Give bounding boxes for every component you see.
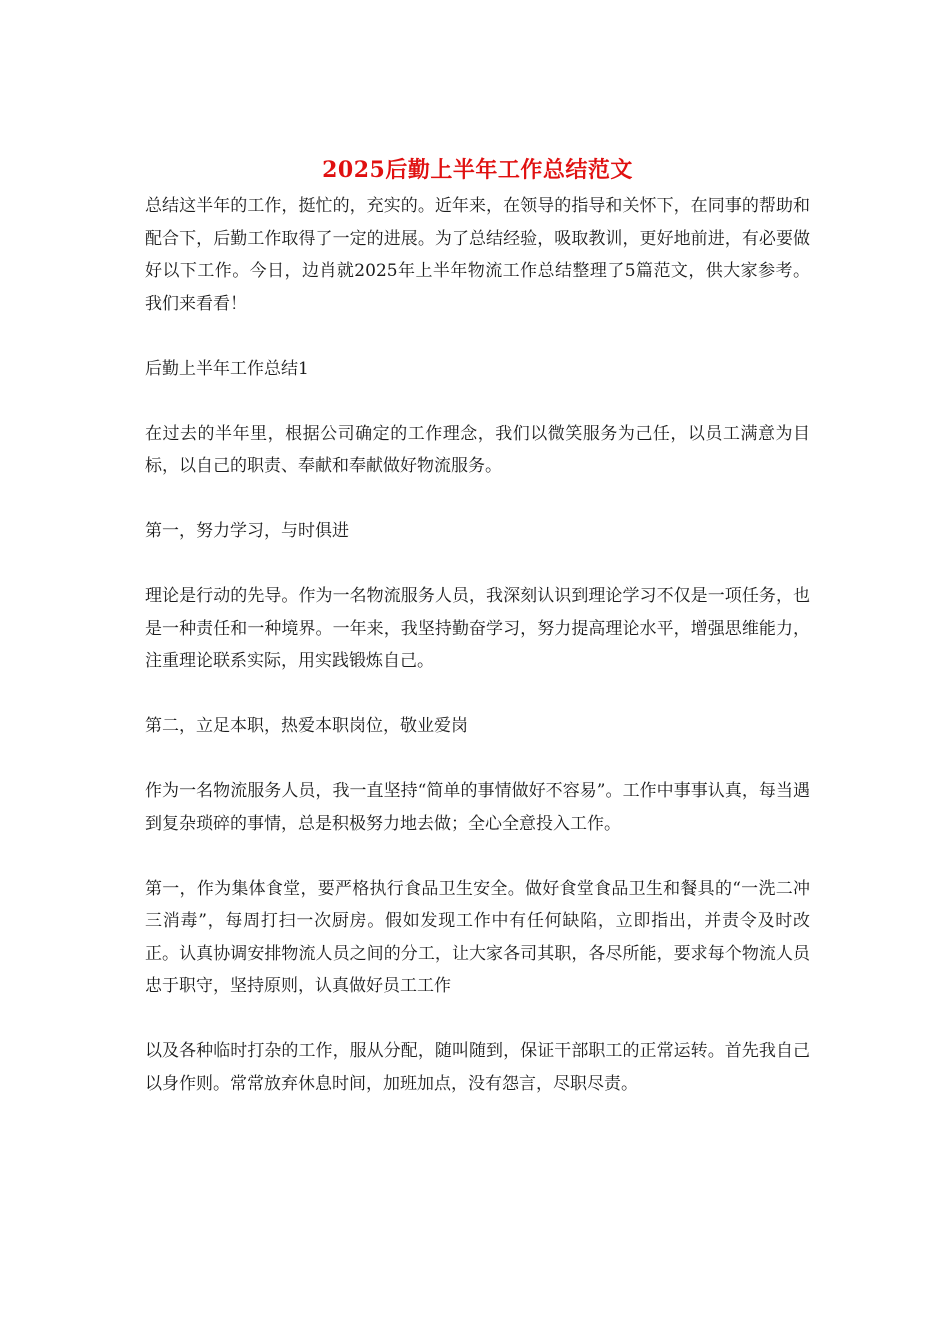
body-paragraph: 以及各种临时打杂的工作，服从分配，随叫随到，保证干部职工的正常运转。首先我自己以身作则。常常放弃休息时间，加班加点，没有怨言，尽职尽责。 — [145, 1041, 810, 1094]
body-paragraph: 第一，作为集体食堂，要严格执行食品卫生安全。做好食堂食品卫生和餐具的“一洗二冲三消毒”，每周打扫一次厨房。假如发现工作中有任何缺陷，立即指出，并责令及时改正。认真协调安排物流人员之间的分工，让大家各司其职，各尽所能，要求每个物流人员忠于职守，坚持原则，认真做好员工工作 — [145, 878, 810, 996]
document-title: 2025后勤上半年工作总结范文 — [322, 157, 633, 183]
body-paragraph: 作为一名物流服务人员，我一直坚持“简单的事情做好不容易”。工作中事事认真，每当遇到复杂琐碎的事情，总是积极努力地去做；全心全意投入工作。 — [145, 781, 810, 834]
section-heading: 后勤上半年工作总结1 — [145, 358, 309, 379]
body-paragraph: 理论是行动的先导。作为一名物流服务人员，我深刻认识到理论学习不仅是一项任务，也是一种责任和一种境界。一年来，我坚持勤奋学习，努力提高理论水平，增强思维能力，注重理论联系实际，用实践锻炼自己。 — [145, 586, 810, 671]
document-page — [145, 150, 810, 1100]
subheading: 第一，努力学习，与时俱进 — [145, 521, 349, 541]
subheading: 第二，立足本职，热爱本职岗位，敬业爱岗 — [145, 716, 468, 736]
intro-paragraph: 总结这半年的工作，挺忙的，充实的。近年来，在领导的指导和关怀下，在同事的帮助和配合下，后勤工作取得了一定的进展。为了总结经验，吸取教训，更好地前进，有必要做好以下工作。今日，边肖就2025年上半年物流工作总结整理了5篇范文，供大家参考。我们来看看！ — [145, 196, 810, 314]
body-paragraph: 在过去的半年里，根据公司确定的工作理念，我们以微笑服务为己任，以员工满意为目标，以自己的职责、奉献和奉献做好物流服务。 — [145, 423, 810, 476]
